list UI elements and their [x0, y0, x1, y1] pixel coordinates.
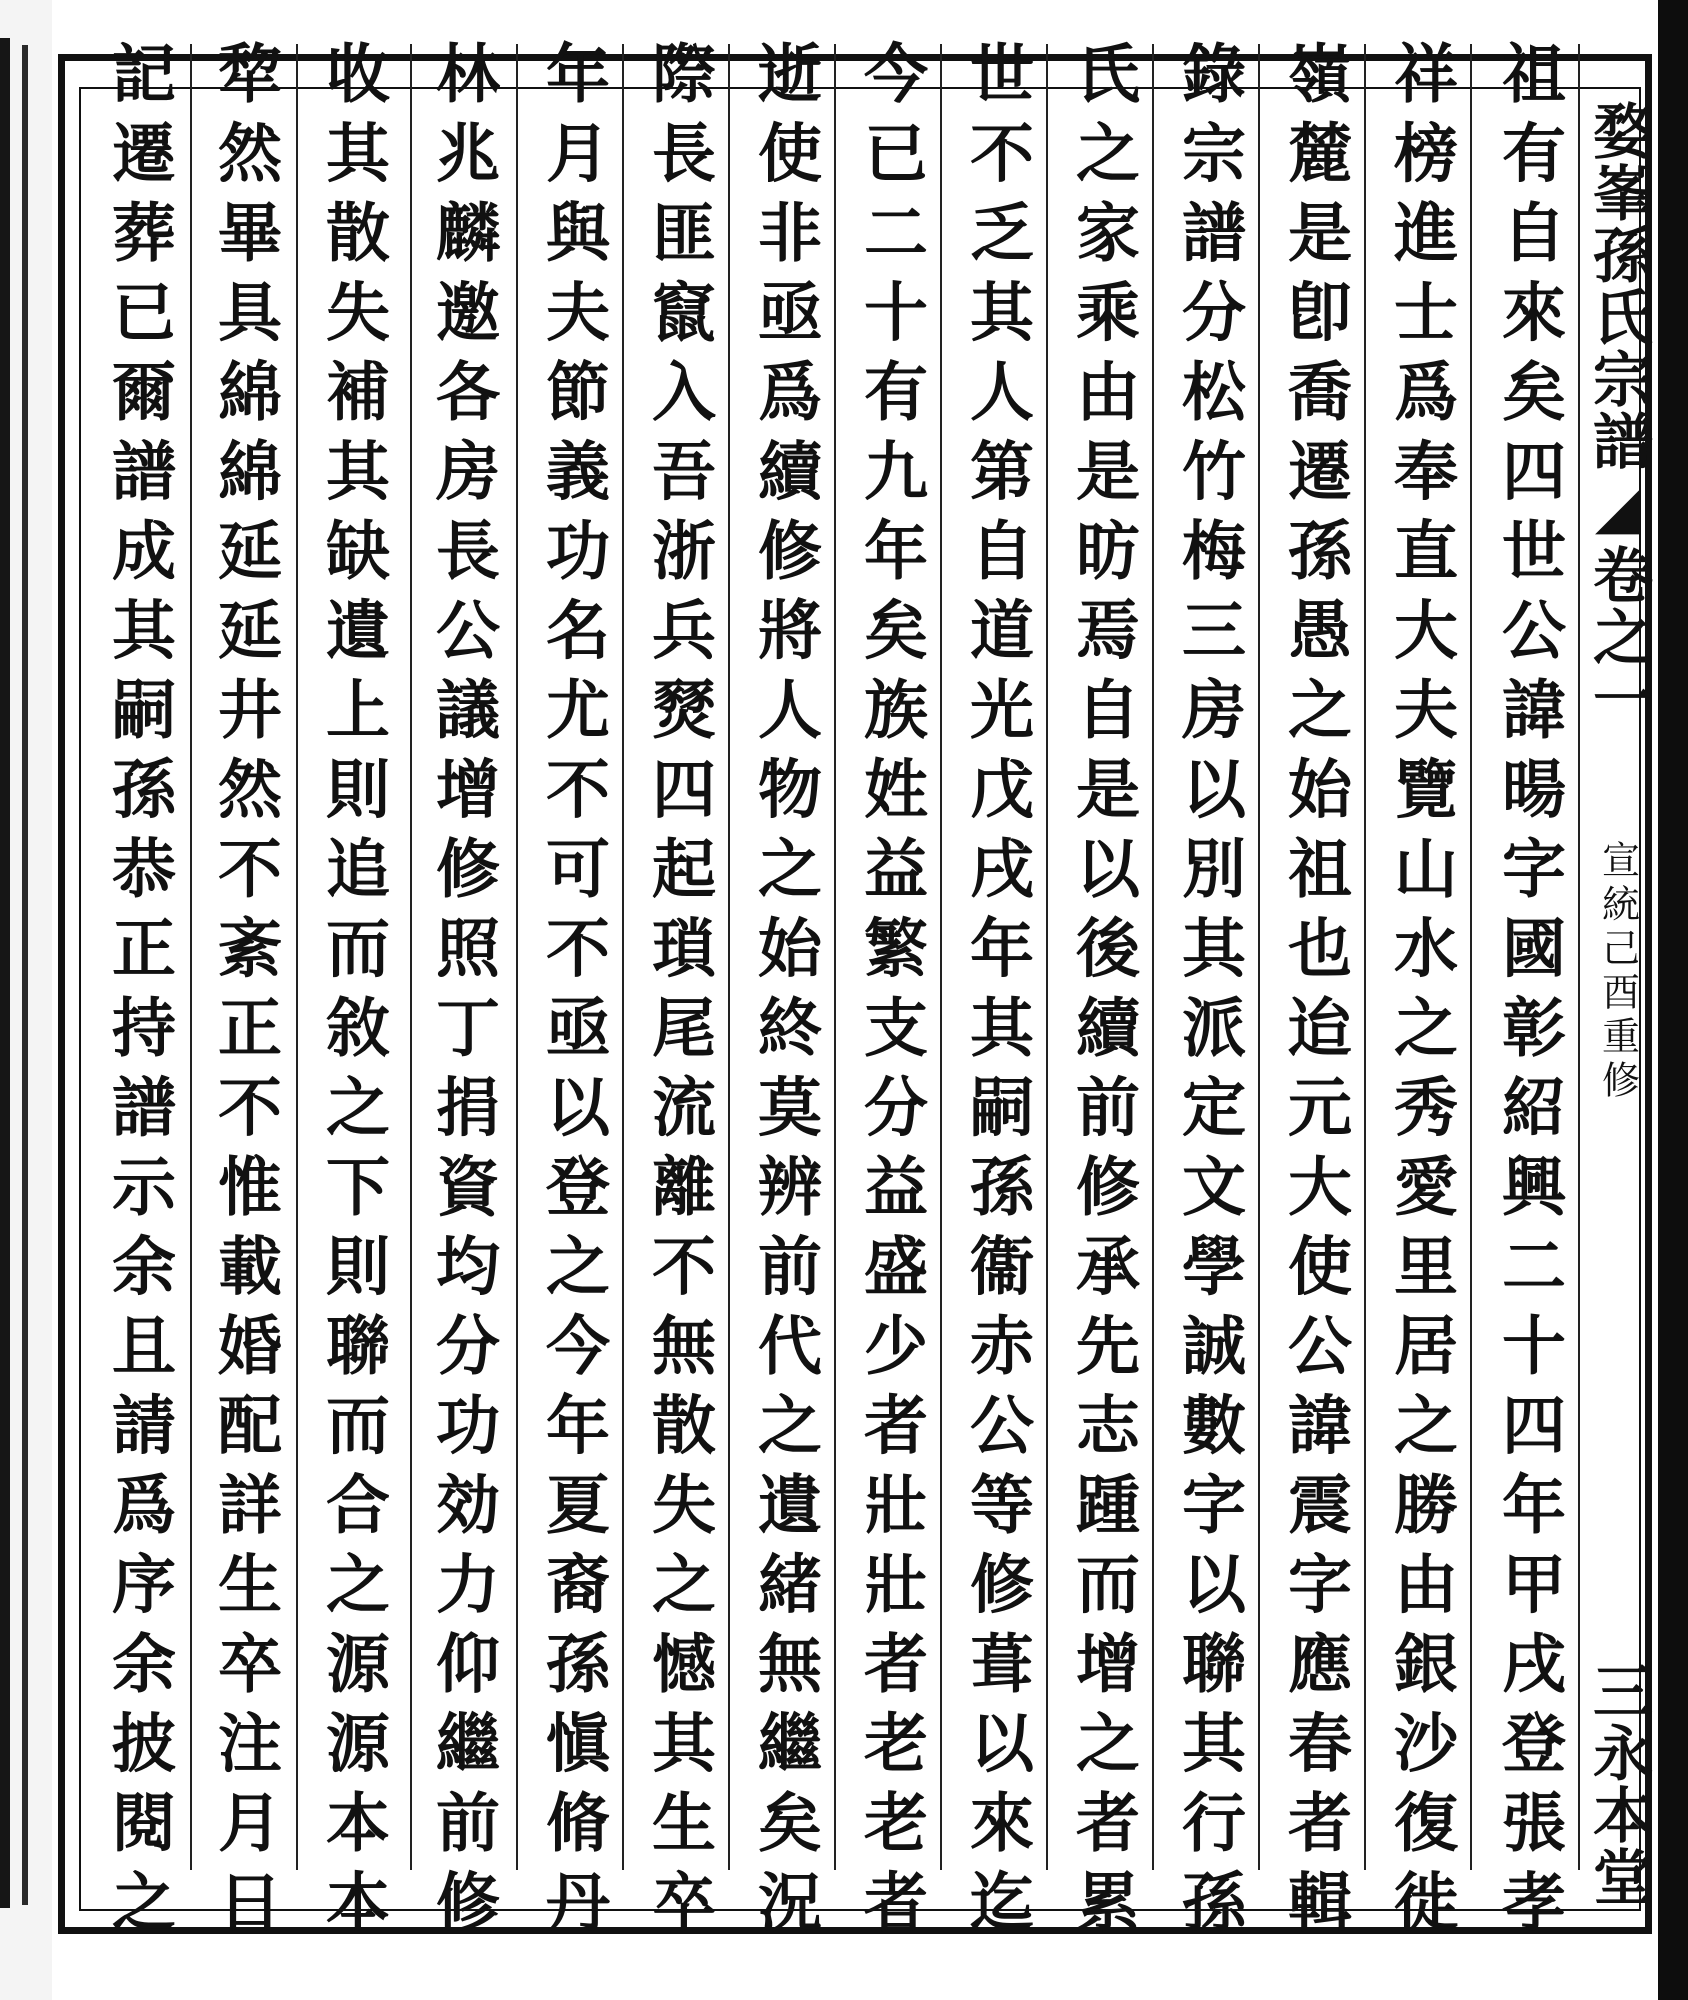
- column-rule: [516, 44, 518, 1870]
- text-column-12: [300, 40, 404, 1948]
- text-column-4-text: 錄宗譜分松竹梅三房以別其派定文學誠數字以聯其行孫: [1171, 40, 1246, 1948]
- text-column-6: [944, 40, 1048, 1948]
- text-column-2-text: 祥榜進士爲奉直大夫覽山水之秀愛里居之勝由銀沙復徙: [1383, 40, 1458, 1948]
- edition-note: [1582, 840, 1654, 1260]
- text-column-2: [1368, 40, 1472, 1948]
- book-title: [1582, 100, 1654, 800]
- binding-edge-inner: [22, 45, 28, 1905]
- text-column-13: [192, 40, 296, 1948]
- text-column-14: [86, 40, 190, 1948]
- scan-right-edge: [1658, 0, 1688, 2000]
- text-column-11-text: 林兆麟邀各房長公議增修照丁捐資均分功効力仰繼前修: [425, 40, 500, 1948]
- text-column-7-text: 今已二十有九年矣族姓益繁支分益盛少者壯壯者老老者: [853, 40, 928, 1948]
- text-column-14-text: 記遷葬已爾譜成其嗣孫恭正持譜示余且請爲序余披閱之: [101, 40, 176, 1948]
- banner-volume: 卷之一: [1583, 544, 1653, 730]
- text-column-9-text: 際長匪竄入吾浙兵燹四起瑣尾流離不無散失之憾其生卒: [641, 40, 716, 1948]
- page-number: [1582, 1660, 1654, 1908]
- banner-title: 婺峯孫氏宗譜: [1583, 100, 1653, 472]
- adjacent-page-edge: [0, 0, 52, 2000]
- banner-edition: 宣統己酉重修: [1595, 840, 1640, 1104]
- text-column-6-text: 世不乏其人第自道光戊戌年其嗣孫衞赤公等修葺以來迄: [959, 40, 1034, 1948]
- text-column-7: [838, 40, 942, 1948]
- column-rule: [296, 44, 298, 1870]
- banner-hall: 永本堂: [1583, 1722, 1653, 1908]
- text-column-3: [1262, 40, 1366, 1948]
- text-column-4: [1156, 40, 1260, 1948]
- banner-column: [1582, 40, 1654, 1908]
- text-column-5: [1050, 40, 1154, 1948]
- binding-edge: [0, 38, 10, 1908]
- banner-page-number: 三: [1583, 1660, 1653, 1722]
- text-column-9: [626, 40, 730, 1948]
- text-column-12-text: 收其散失補其缺遺上則追而敘之下則聯而合之源源本本: [315, 40, 390, 1948]
- text-column-8-text: 逝使非亟爲續修將人物之始終莫辨前代之遺緒無繼矣況: [747, 40, 822, 1948]
- text-column-11: [410, 40, 514, 1948]
- text-column-10-text: 年月與夫節義功名尤不可不亟以登之今年夏裔孫愼脩丹: [535, 40, 610, 1948]
- text-column-13-text: 犂然畢具綿綿延延井然不紊正不惟載婚配詳生卒注月日: [207, 40, 282, 1948]
- text-column-1: [1476, 40, 1580, 1948]
- text-column-10: [520, 40, 624, 1948]
- text-column-5-text: 氏之家乘由是昉焉自是以後續前修承先志踵而增之者累: [1065, 40, 1140, 1948]
- text-column-3-text: 嶺麓是卽喬遷孫愚之始祖也迨元大使公諱震字應春者輯: [1277, 40, 1352, 1948]
- text-column-8: [732, 40, 836, 1948]
- text-column-1-text: 祖有自來矣四世公諱暘字國彰紹興二十四年甲戌登張孝: [1491, 40, 1566, 1948]
- banner-separator: ◢: [1583, 472, 1653, 544]
